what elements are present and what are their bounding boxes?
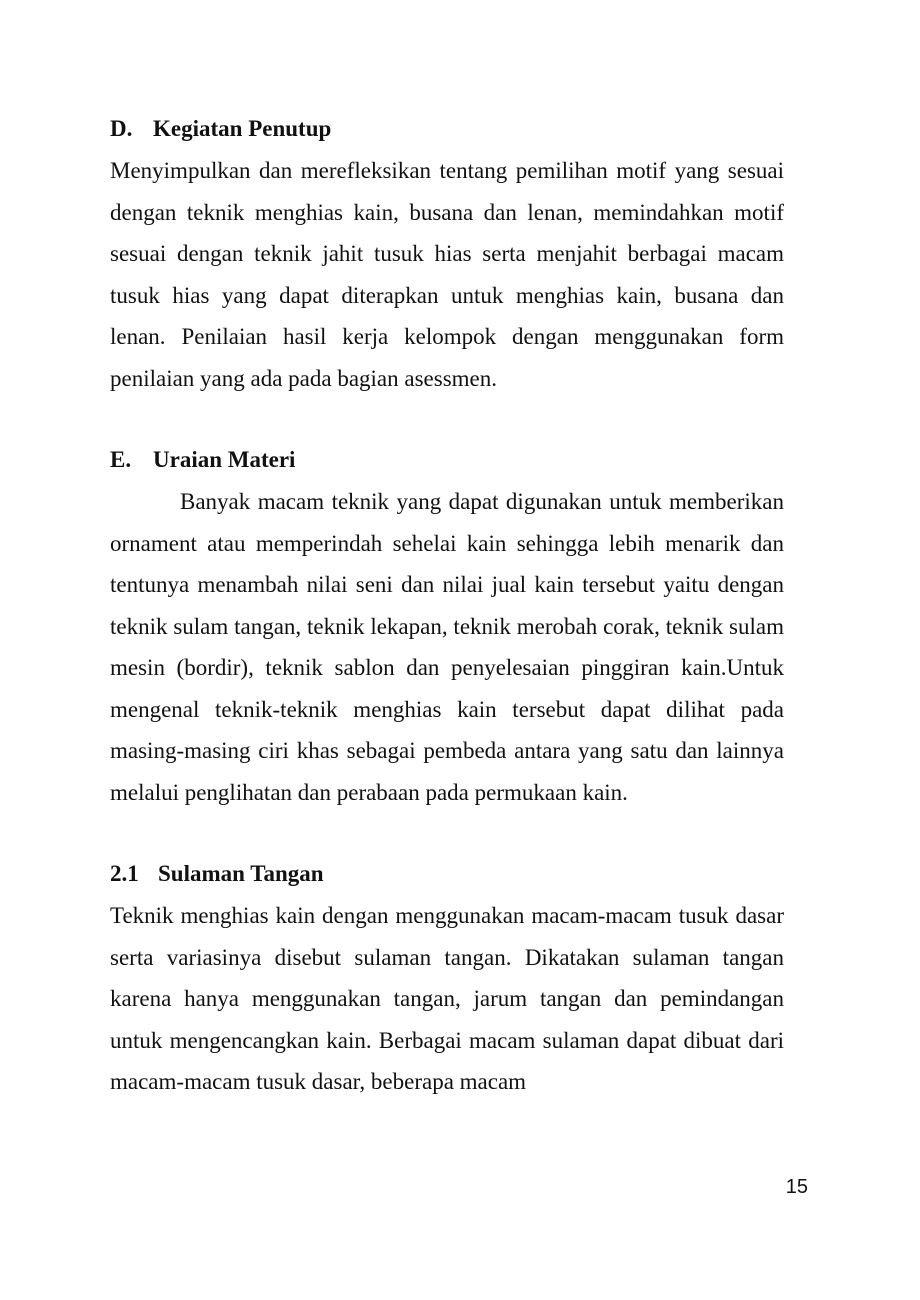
section-hand-embroidery — [110, 853, 784, 1103]
section-title: Kegiatan Penutup — [153, 116, 332, 141]
section-title: Uraian Materi — [153, 447, 296, 472]
section-material — [110, 439, 784, 813]
section-number: E. — [110, 447, 132, 472]
section-heading — [110, 439, 784, 481]
section-closing — [110, 108, 784, 399]
section-number: D. — [110, 116, 133, 141]
section-paragraph: Banyak macam teknik yang dapat digunakan untuk memberikan ornament atau memperindah sehelai kain sehingga lebih menarik dan tentunya menambah nilai seni dan nilai jual kain tersebut yaitu dengan teknik sulam tangan, teknik lekapan, teknik merobah corak, teknik sulam mesin (bordir), teknik sablon dan penyelesaian pinggiran kain.Untuk mengenal teknik-teknik menghias kain tersebut dapat dilihat pada masing-masing ciri khas sebagai pembeda antara yang satu dan lainnya melalui penglihatan dan perabaan pada permukaan kain. — [110, 489, 784, 805]
section-spacer — [110, 813, 784, 853]
section-number: 2.1 — [110, 861, 139, 886]
section-spacer — [110, 399, 784, 439]
document-page — [110, 108, 784, 1103]
section-heading — [110, 108, 784, 150]
page-number: 15 — [785, 1176, 808, 1198]
section-paragraph: Teknik menghias kain dengan menggunakan macam-macam tusuk dasar serta variasinya disebut sulaman tangan. Dikatakan sulaman tangan karena hanya menggunakan tangan, jarum tangan dan pemindangan untuk mengencangkan kain. Berbagai macam sulaman dapat dibuat dari macam-macam tusuk dasar, beberapa macam — [110, 903, 784, 1094]
section-paragraph: Menyimpulkan dan merefleksikan tentang pemilihan motif yang sesuai dengan teknik menghias kain, busana dan lenan, memindahkan motif sesuai dengan teknik jahit tusuk hias serta menjahit berbagai macam tusuk hias yang dapat diterapkan untuk menghias kain, busana dan lenan. Penilaian hasil kerja kelompok dengan menggunakan form penilaian yang ada pada bagian asessmen. — [110, 158, 784, 391]
section-heading — [110, 853, 784, 895]
section-title: Sulaman Tangan — [158, 861, 324, 886]
